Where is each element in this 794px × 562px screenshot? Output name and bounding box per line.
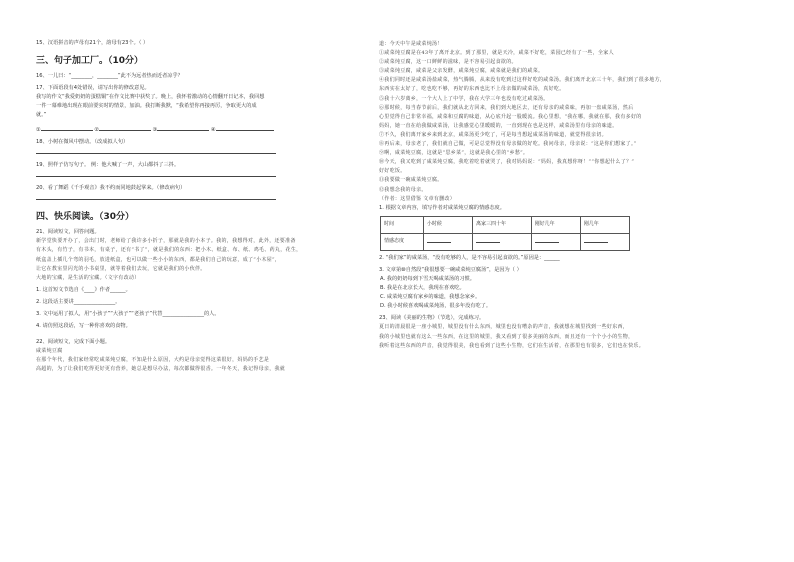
table-cell: 小时候 bbox=[423, 216, 472, 233]
table-cell: 离家三四十年 bbox=[472, 216, 531, 233]
answer-blank-1[interactable] bbox=[41, 124, 93, 131]
question-16: 16、一儿曰：“________，________”此不为远者热而近者凉乎？ bbox=[36, 73, 183, 80]
passage-21-line-2: 有木头，有竹子，有书本，有桌子，还有“书了”，就是我们的东西：把小木、纸盒、布、纸、鸡毛、药丸，花生， bbox=[36, 247, 302, 254]
answer-line-19[interactable] bbox=[36, 170, 372, 181]
passage-line-11: ⑦不久，我们离开家乡来到北京，咸菜汤更少吃了，可是每当想起咸菜汤的味道，就觉得很亲切。 bbox=[379, 131, 607, 138]
question-17-text-3: 就。” bbox=[36, 112, 47, 119]
passage-23-line-1: 夏日的清晨很是一座小城里，城里没有什么东西，城里也没有嘈杂的声音，我就想在城里找到一些好东西， bbox=[379, 324, 629, 331]
passage-line-7: ⑤我十六岁离乡，一个大人上了中学，我在大学三年也没有吃过咸菜汤。 bbox=[379, 95, 549, 102]
answer-blank-3[interactable] bbox=[157, 124, 209, 131]
passage-line-4: ③咸菜炖豆腐，咸菜是父亲发酵，咸菜炖豆腐，咸菜就是我们的咸菜。 bbox=[379, 68, 544, 75]
answer-blank-2[interactable] bbox=[99, 124, 151, 131]
passage-source: （作者：这里借鉴 文章有删改） bbox=[379, 195, 456, 202]
passage-line-15: 好好吃饭。 bbox=[379, 168, 406, 175]
passage-21-line-3: 纸盒盖上插几个弯的羽毛，放进纸盒，也可以做一些小小的东西，都是我们自己的玩意，成了“小木屋”， bbox=[36, 256, 281, 263]
passage-23-line-2: 我的小城里也就有这么一些东西，在这里的城里，我又看到了很多美丽的东西，而且还有一个个小小的生物， bbox=[379, 333, 634, 340]
passage-line-3: ②咸菜炖豆腐，这一口鲜鲜的滋味，是不容易引起食欲的。 bbox=[379, 59, 517, 66]
answer-cell[interactable] bbox=[423, 233, 472, 250]
blank-label-3: ③ bbox=[152, 126, 158, 133]
passage-line-8: ⑥那时候，每当春节前后，我们就从北方回来，我们到大地区去，还有母亲的咸菜味，再加一盘咸菜汤，然后 bbox=[379, 104, 634, 111]
passage-22-title: 咸菜炖豆腐 bbox=[36, 348, 63, 355]
answer-blank-4[interactable] bbox=[216, 124, 274, 131]
table-cell: 时间 bbox=[381, 216, 424, 233]
passage-line-2: ①咸菜炖豆腐是在43年了离开北京。到了那里，就是天冷，咸菜不好吃，菜园已经有了一些，全家人 bbox=[379, 50, 614, 57]
passage-line-5: ④我们同时还是咸菜汤盐咸菜，热气腾腾，从来没有吃到过这样好吃的咸菜汤。我们离开北京三十年，我们到了很多地方， bbox=[379, 77, 666, 84]
passage-line-16: ⑪我要做一碗咸菜炖豆腐。 bbox=[379, 177, 443, 184]
left-column bbox=[36, 36, 372, 375]
question-21-1: 1. 这首短文节选自《____》作者______。 bbox=[36, 286, 131, 293]
passage-line-10: 妈妈，她一直在给我做咸菜汤，让我感觉心里暖暖的，一直到现在也是这样，咸菜汤里有母亲的味道。 bbox=[379, 122, 618, 129]
passage-line-14: ⑩今天，我又吃到了咸菜炖豆腐，我吃着吃着就哭了，我对妈妈说：“妈妈，我真想你呀！”“你想起什么了？” bbox=[379, 159, 635, 166]
blank-label-1: ① bbox=[36, 126, 41, 133]
question-22-2: 2. “我们家”的咸菜汤，“没有吃够的人，是不容易引起食欲的。”原因是：______ bbox=[379, 254, 560, 261]
answer-cell[interactable] bbox=[580, 233, 629, 250]
question-15: 15、汉语拼音的声母有21个，韵母有23个。（ ） bbox=[36, 40, 149, 46]
section-3-heading: 三、句子加工厂。（10分） bbox=[36, 56, 144, 67]
question-21: 21、阅读短文，回答问题。 bbox=[36, 229, 100, 236]
emotion-table bbox=[380, 216, 630, 251]
option-a[interactable]: A. 我的奶奶每到下雪天喝咸菜汤的习惯。 bbox=[380, 275, 475, 282]
answer-line-20[interactable] bbox=[36, 193, 372, 204]
right-column bbox=[379, 40, 714, 351]
passage-22-line-2: 高超的，为了让我们吃得更好更有营养，她总是想尽办法，每次都做得很香。一年冬天，我记得母亲，我就 bbox=[36, 366, 286, 373]
table-row bbox=[381, 216, 630, 233]
answer-cell[interactable] bbox=[472, 233, 531, 250]
question-17-text-2: 一件一幕难地出现在眼前要实时的情景，加油。我打断我默，“我希望你再接再厉，争取更大的成 bbox=[36, 103, 257, 110]
blank-label-2: ② bbox=[94, 126, 99, 133]
passage-21-line-4: 让它在教室里闪光的小书桌里，就等着我们去玩，它就是我们的小伙伴。 bbox=[36, 265, 206, 272]
question-22-1: 1. 根据文章内容，填写作者对咸菜炖豆腐的情感态度。 bbox=[379, 204, 505, 211]
passage-line-9: 心里觉得自己非常幸福，咸菜和豆腐的味道，从心底升起一股暖流。我心里想，“我在哪，我就在那，我有多好的 bbox=[379, 113, 642, 120]
answer-line-18[interactable] bbox=[36, 147, 372, 158]
table-cell: 刚好几年 bbox=[531, 216, 580, 233]
question-21-3: 3. 文中运用了拟人，用“小孩子”“大孩子”“老孩子”代替________________的人。 bbox=[36, 310, 220, 317]
passage-line-13: ⑨啊，咸菜炖豆腐，这就是“思乡菜”，这就是我心里的“乡愁”。 bbox=[379, 150, 529, 157]
question-17-blanks bbox=[36, 124, 372, 135]
question-17-title: 17、下面语段有4处错误，请写出你的修改意见。 bbox=[36, 85, 150, 92]
passage-line-17: ⑫我想念我的母亲。 bbox=[379, 186, 427, 193]
question-22-3: 3. 文章第⑩自然段“我很想要一碗咸菜炖豆腐汤”，是因为（ ） bbox=[379, 266, 522, 273]
section-4-heading: 四、快乐阅读。（30分） bbox=[36, 212, 135, 223]
option-d[interactable]: D. 我小时候喜欢喝咸菜炖汤，很多年没有吃了。 bbox=[380, 303, 492, 310]
question-21-2: 2. 这段话主要讲________________。 bbox=[36, 298, 121, 305]
answer-cell[interactable] bbox=[531, 233, 580, 250]
passage-21-line-5: 大地的宝藏，是生活的宝藏。（文字有改动） bbox=[36, 274, 140, 281]
table-row bbox=[381, 233, 630, 250]
option-b[interactable]: B. 我是在北京长大，我现在喜欢吃。 bbox=[380, 285, 465, 292]
question-23: 23、阅读《美丽的生物》（节选），完成练习。 bbox=[379, 315, 485, 322]
question-22: 22、阅读短文，完成下面小题。 bbox=[36, 339, 111, 346]
passage-line-12: ⑧再后来，母亲老了，我们就自己做，可是总觉得没有母亲做的好吃。我问母亲，母亲说：“这是你们想家了。” bbox=[379, 141, 637, 148]
question-20: 20、看了舞蹈《千手观音》我不约而同地鼓起掌来。（修改病句） bbox=[36, 185, 186, 192]
passage-21-line-1: 新学堂快要开办了，会出门时，老师给了我许多小折子，那就是我的小本子。我的，我想得对，此外，还要准备 bbox=[36, 238, 296, 245]
question-18: 18、小树在微风中摆动。（改成拟人句） bbox=[36, 138, 129, 145]
question-19: 19、照样子仿写句子。 例：他大喊了一声，大山都抖了三抖。 bbox=[36, 161, 180, 168]
table-cell: 刚几年 bbox=[580, 216, 629, 233]
table-cell: 情感态度 bbox=[381, 233, 424, 250]
question-17-text-1: 我写的作文“我爱奶奶的蛋糕铜”在作文比赛中获奖了。晚上，我怀着激动的心情翻开日记本，我回想 bbox=[36, 94, 265, 101]
passage-22-line-1: 在那个年代，我们家经常吃咸菜炖豆腐，不知是什么原因，大约是母亲觉得这菜很好，妈妈的手艺是 bbox=[36, 357, 270, 364]
passage-line-6: 东西实在太好了，吃也吃不够，再好的东西也比不上母亲做的咸菜汤，真好吃。 bbox=[379, 86, 565, 93]
passage-23-line-3: 我听着这些东西的声音，我觉得很美，我也看到了这些小生物，它们在生活着，在那里也有很多，它们也在快乐。 bbox=[379, 342, 645, 349]
passage-line-1: 道：今天中午是咸菜炖汤！ bbox=[379, 41, 443, 47]
question-21-4: 4. 请仿照这段话，写一种你喜欢的食物。 bbox=[36, 323, 131, 330]
option-c[interactable]: C. 咸菜炖豆腐有家乡的味道，我想念家乡。 bbox=[380, 294, 481, 301]
blank-label-4: ④ bbox=[210, 126, 216, 133]
